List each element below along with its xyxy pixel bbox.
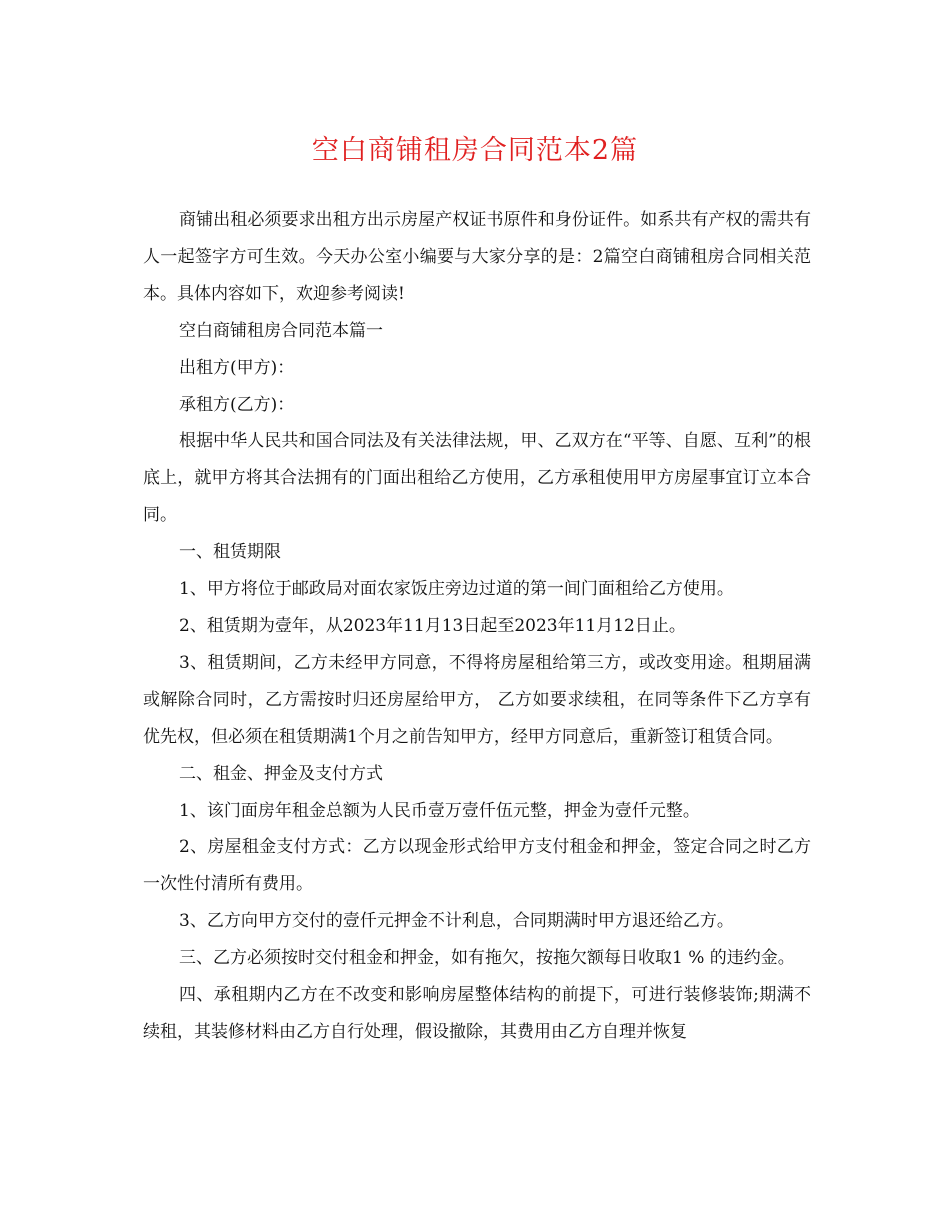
- document-body: [143, 202, 811, 1051]
- clause-item: 1、该门面房年租金总额为人民币壹万壹仟伍元整，押金为壹仟元整。: [179, 800, 700, 821]
- preamble-paragraph: 根据中华人民共和国合同法及有关法律法规，甲、乙双方在“平等、自愿、互利”的根底上，就甲方将其合法拥有的门面出租给乙方使用，乙方承租使用甲方房屋事宜订立本合同。: [143, 431, 811, 526]
- section-heading-part-one: 空白商铺租房合同范本篇一: [179, 320, 383, 341]
- clause-late-payment: 三、乙方必须按时交付租金和押金，如有拖欠，按拖欠额每日收取1 % 的违约金。: [179, 948, 795, 969]
- lessee-line: 承租方(乙方)：: [179, 394, 295, 415]
- clause-item: 3、乙方向甲方交付的壹仟元押金不计利息，合同期满时甲方退还给乙方。: [179, 911, 734, 932]
- document-title: 空白商铺租房合同范本2篇: [311, 135, 639, 166]
- clause-item: 1、甲方将位于邮政局对面农家饭庄旁边过道的第一间门面租给乙方使用。: [179, 579, 734, 600]
- clause-heading-lease-term: 一、租赁期限: [179, 542, 281, 563]
- clause-item: 3、租赁期间，乙方未经甲方同意，不得将房屋租给第三方，或改变用途。租期届满或解除合同时，乙方需按时归还房屋给甲方， 乙方如要求续租，在同等条件下乙方享有优先权，但必须在租赁期满1个月之前告知甲方，经甲方同意后，重新签订租赁合同。: [143, 652, 811, 747]
- intro-paragraph: 商铺出租必须要求出租方出示房屋产权证书原件和身份证件。如系共有产权的需共有人一起签字方可生效。今天办公室小编要与大家分享的是：2篇空白商铺租房合同相关范本。具体内容如下，欢迎参考阅读!: [143, 210, 811, 304]
- clause-renovation: 四、承租期内乙方在不改变和影响房屋整体结构的前提下，可进行装修装饰;期满不续租，其装修材料由乙方自行处理，假设撤除，其费用由乙方自理并恢复: [143, 985, 811, 1042]
- lessor-line: 出租方(甲方)：: [179, 357, 295, 378]
- clause-item: 2、租赁期为壹年，从2023年11月13日起至2023年11月12日止。: [179, 615, 686, 636]
- clause-heading-rent-deposit: 二、租金、押金及支付方式: [179, 763, 383, 784]
- clause-item: 2、房屋租金支付方式：乙方以现金形式给甲方支付租金和押金，签定合同之时乙方一次性付清所有费用。: [143, 837, 811, 895]
